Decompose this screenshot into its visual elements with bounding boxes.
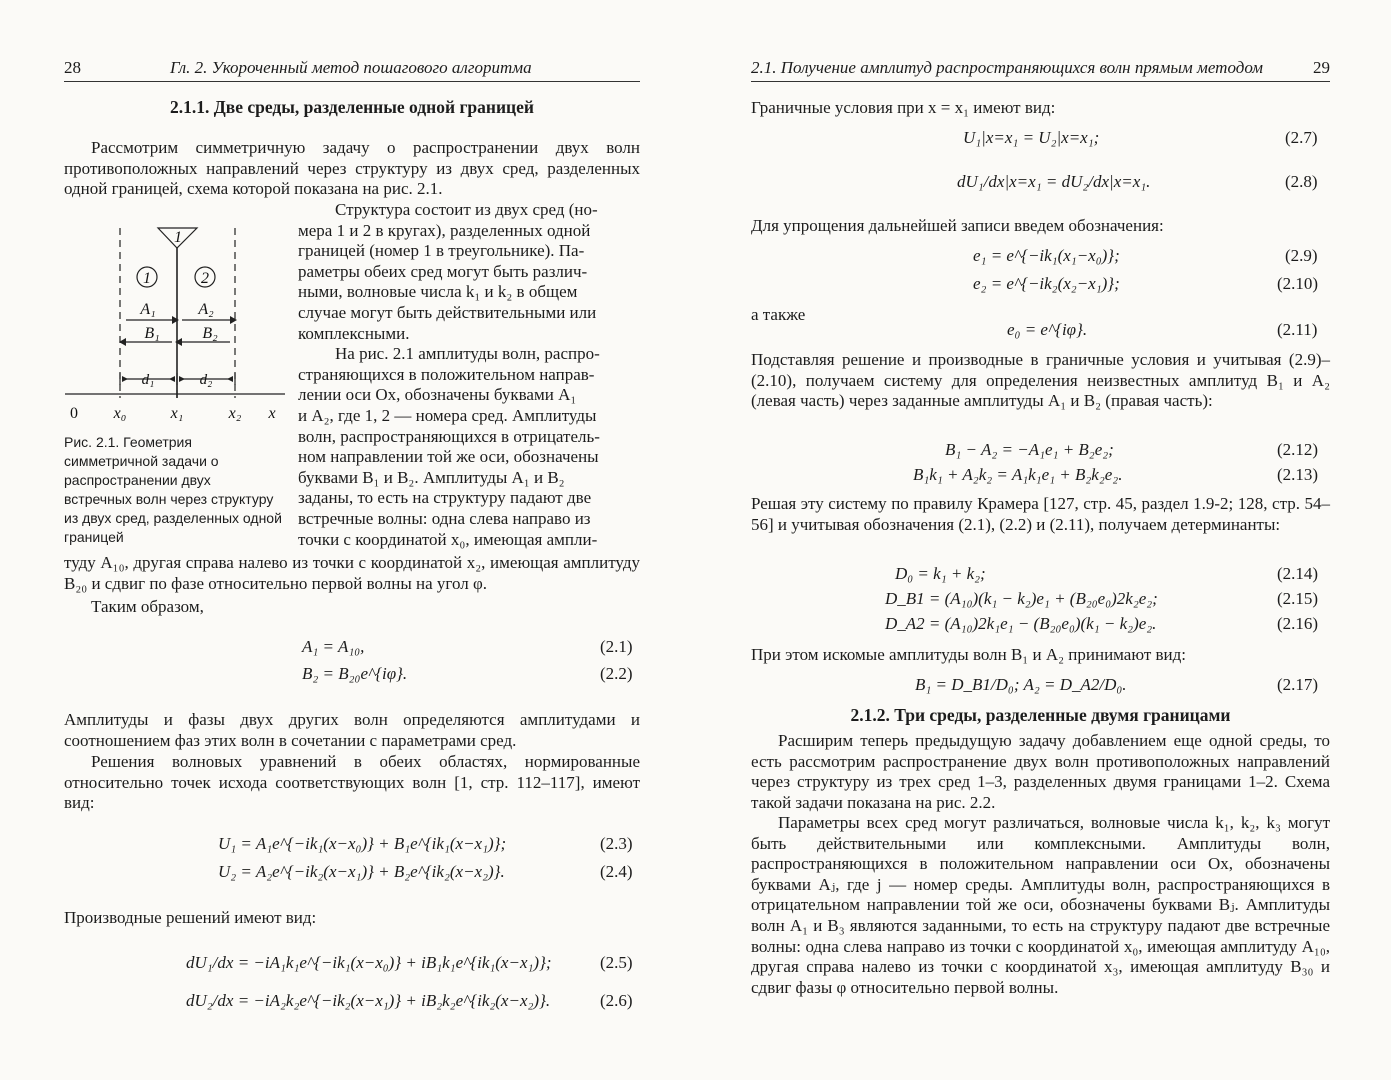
line: случае могут быть действительными или — [298, 302, 597, 322]
fig-label-b1: B₁ — [144, 325, 160, 342]
line: лении оси Ox, обозначены буквами A₁ — [298, 385, 577, 405]
eq-number: (2.14) — [1277, 564, 1319, 583]
fig-label-d2: d₂ — [199, 372, 213, 388]
eq-number: (2.6) — [600, 991, 633, 1010]
figure-2-1 — [60, 222, 290, 427]
equation-2-15: D_B1 = (A₁₀)(k₁ − k₂)e₁ + (B₂₀e₀)2k₂e₂; — [885, 589, 1158, 608]
page-number: 28 — [64, 58, 81, 77]
running-header — [751, 58, 1330, 82]
line: комплексными. — [298, 323, 410, 343]
equation-2-12: B₁ − A₂ = −A₁e₁ + B₂e₂; — [945, 440, 1114, 459]
eq-number: (2.15) — [1277, 589, 1319, 608]
eq-number: (2.12) — [1277, 440, 1319, 459]
line: волн, распространяющихся в отрицатель- — [298, 426, 600, 446]
fig-label-a2: A₂ — [198, 301, 214, 318]
eq-number: (2.10) — [1277, 274, 1319, 293]
fig-label-x: x — [268, 405, 276, 422]
line: ными, волновые числа k₁ и k₂ в общем — [298, 282, 578, 302]
header-title: 2.1. Получение амплитуд распространяющихся волн прямым методом — [751, 58, 1264, 77]
line: границей (номер 1 в треугольнике). Па- — [298, 241, 585, 261]
paragraph: Рассмотрим симметричную задачу о распространении двух волн противоположных направлений через структуру из двух сред, разделенных одной границей, схема которой показана на рис. 2.1. — [64, 138, 640, 199]
equation-2-7: U₁|x=x₁ = U₂|x=x₁; — [963, 128, 1100, 147]
section-title: 2.1.1. Две среды, разделенные одной границей — [170, 97, 534, 117]
paragraph: а также — [751, 305, 806, 324]
paragraph-structure — [298, 200, 640, 550]
equation-2-8: dU₁/dx|x=x₁ = dU₂/dx|x=x₁. — [957, 172, 1151, 191]
paragraph: Производные решений имеют вид: — [64, 908, 317, 927]
equation-2-10: e₂ = e^{−ik₂(x₂−x₁)}; — [973, 274, 1120, 293]
line: страняющихся в положительном направ- — [298, 364, 595, 384]
fig-label-x1: x₁ — [170, 405, 184, 422]
eq-number: (2.4) — [600, 862, 633, 881]
paragraph: Параметры всех сред могут различаться, волновые числа k₁, k₂, k₃ могут быть действительными или комплексными. Амплитуды волн, распространяющихся в положительном направлении оси Ox, обозначены буквами Aⱼ, где j — номер среды. Амплитуды волн, распространяющихся в отрицательном направлении той же оси, обозначены буквами Bⱼ. Амплитуды волн A₁ и B₃ являются заданными, то есть на структуру падают две встречные волны: одна слева направо из точки с координатой x₀, имеющая амплитуду A₁₀, другая справа налево из точки с координатой x₃, имеющая амплитуду B₃₀ и сдвиг фазы φ относительно первой волны. — [751, 813, 1330, 997]
paragraph: Граничные условия при x = x₁ имеют вид: — [751, 98, 1056, 117]
line: На рис. 2.1 амплитуды волн, распро- — [335, 344, 600, 364]
running-header — [64, 58, 640, 82]
fig-label-d1: d₁ — [141, 372, 155, 388]
equation-2-1: A₁ = A₁₀, — [302, 637, 365, 656]
eq-number: (2.1) — [600, 637, 633, 656]
left-page — [0, 0, 695, 1080]
fig-label-x2: x₂ — [228, 405, 242, 422]
paragraph: Решения волновых уравнений в обеих областях, нормированные относительно точек исхода соответствующих волн [1, стр. 112–117], имеют вид: — [64, 752, 640, 813]
fig-label-x0: x₀ — [113, 405, 127, 422]
eq-number: (2.7) — [1285, 128, 1318, 147]
eq-number: (2.3) — [600, 834, 633, 853]
paragraph: Подставляя решение и производные в граничные условия и учитывая (2.9)–(2.10), получаем систему для определения неизвестных амплитуд B₁ и A₂ (левая часть) через заданные амплитуды A₁ и B₂ (правая часть): — [751, 350, 1330, 411]
paragraph: Расширим теперь предыдущую задачу добавлением еще одной среды, то есть рассмотрим распространение двух волн противоположных направлений через структуру из трех сред 1–3, разделенных двумя границами 1–2. Схема такой задачи показана на рис. 2.2. — [751, 731, 1330, 812]
equation-2-13: B₁k₁ + A₂k₂ = A₁k₁e₁ + B₂k₂e₂. — [913, 465, 1123, 484]
page-number: 29 — [1313, 58, 1330, 77]
line: раметры обеих сред могут быть различ- — [298, 261, 588, 281]
paragraph: Для упрощения дальнейшей записи введем обозначения: — [751, 216, 1164, 235]
eq-number: (2.17) — [1277, 675, 1319, 694]
fig-label-boundary: 1 — [174, 229, 182, 246]
eq-number: (2.13) — [1277, 465, 1319, 484]
header-title: Гл. 2. Укороченный метод пошагового алгоритма — [170, 58, 532, 77]
fig-label-origin: 0 — [70, 405, 78, 422]
line: и A₂, где 1, 2 — номера сред. Амплитуды — [298, 405, 597, 425]
eq-number: (2.11) — [1277, 320, 1318, 339]
equation-2-9: e₁ = e^{−ik₁(x₁−x₀)}; — [973, 246, 1120, 265]
line: ном направлении той же оси, обозначены — [298, 447, 599, 467]
equation-2-16: D_A2 = (A₁₀)2k₁e₁ − (B₂₀e₀)(k₁ − k₂)e₂. — [885, 614, 1157, 633]
line: встречные волны: одна слева направо из — [298, 508, 591, 528]
equation-2-11: e₀ = e^{iφ}. — [1007, 320, 1088, 339]
line: заданы, то есть на структуру падают две — [298, 488, 592, 508]
equation-2-17: B₁ = D_B1/D₀; A₂ = D_A2/D₀. — [915, 675, 1127, 694]
paragraph: При этом искомые амплитуды волн B₁ и A₂ принимают вид: — [751, 645, 1187, 664]
line: точки с координатой x₀, имеющая ампли- — [298, 529, 598, 549]
paragraph: Таким образом, — [91, 597, 204, 616]
eq-number: (2.16) — [1277, 614, 1319, 633]
line: буквами B₁ и B₂. Амплитуды A₁ и B₂ — [298, 467, 565, 487]
line: мера 1 и 2 в кругах), разделенных одной — [298, 220, 591, 240]
fig-label-medium2: 2 — [201, 270, 209, 287]
fig-label-b2: B₂ — [202, 325, 218, 342]
fig-label-medium1: 1 — [143, 270, 151, 287]
line: Структура состоит из двух сред (но- — [335, 200, 598, 219]
paragraph: туду A₁₀, другая справа налево из точки с координатой x₂, имеющая амплитуду B₂₀ и сдвиг по фазе относительно первой волны на угол φ. — [64, 553, 640, 593]
paragraph: Амплитуды и фазы двух других волн определяются амплитудами и соотношением фаз этих волн в сочетании с параметрами сред. — [64, 710, 640, 750]
eq-number: (2.8) — [1285, 172, 1318, 191]
equation-2-6: dU₂/dx = −iA₂k₂e^{−ik₂(x−x₁)} + iB₂k₂e^{ik₂(x−x₂)}. — [186, 991, 551, 1010]
equation-2-4: U₂ = A₂e^{−ik₂(x−x₁)} + B₂e^{ik₂(x−x₂)}. — [218, 862, 505, 881]
eq-number: (2.5) — [600, 953, 633, 972]
fig-label-a1: A₁ — [140, 301, 156, 318]
equation-2-5: dU₁/dx = −iA₁k₁e^{−ik₁(x−x₀)} + iB₁k₁e^{ik₁(x−x₁)}; — [186, 953, 552, 972]
equation-2-2: B₂ = B₂₀e^{iφ}. — [302, 664, 408, 683]
section-title: 2.1.2. Три среды, разделенные двумя границами — [850, 705, 1231, 725]
right-page — [695, 0, 1391, 1080]
eq-number: (2.2) — [600, 664, 633, 683]
eq-number: (2.9) — [1285, 246, 1318, 265]
equation-2-3: U₁ = A₁e^{−ik₁(x−x₀)} + B₁e^{ik₁(x−x₁)}; — [218, 834, 507, 853]
figure-caption: Рис. 2.1. Геометрия симметричной задачи о распространении двух встречных волн через структуру из двух сред, разделенных одной границей — [64, 434, 282, 545]
equation-2-14: D₀ = k₁ + k₂; — [895, 564, 986, 583]
paragraph: Решая эту систему по правилу Крамера [127, стр. 45, раздел 1.9-2; 128, стр. 54–56] и учитывая обозначения (2.1), (2.2) и (2.11), получаем детерминанты: — [751, 494, 1330, 534]
